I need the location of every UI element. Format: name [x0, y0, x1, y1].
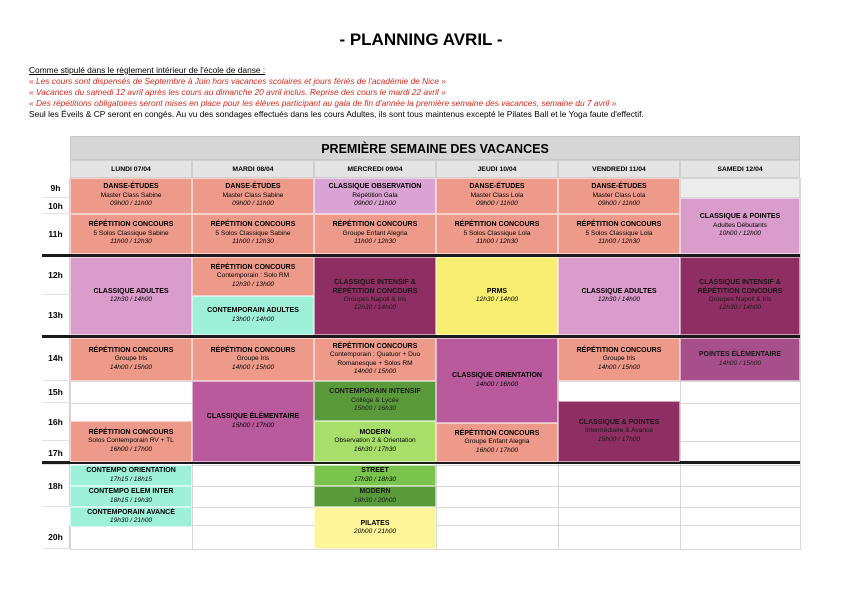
course-subtitle: Collège & Lycée — [351, 396, 399, 404]
notes-intro: Comme stipulé dans le règlement intérieur de l'école de danse : — [29, 65, 266, 75]
grid-line — [800, 178, 801, 550]
course-block — [70, 178, 192, 214]
course-block — [314, 214, 436, 254]
course-time: 11h00 / 12h30 — [232, 238, 274, 246]
course-block — [314, 381, 436, 421]
day-header: VENDREDI 11/04 — [558, 160, 680, 178]
course-title: CLASSIQUE ORIENTATION — [452, 372, 542, 380]
hour-label: 9h — [42, 178, 70, 198]
hour-label: 12h — [42, 255, 70, 295]
course-title: CLASSIQUE INTENSIF & RÉPÉTITION CONCOURS — [697, 279, 783, 295]
course-subtitle: Groupe Iris — [602, 355, 636, 363]
course-time: 12h30 / 14h00 — [353, 304, 397, 312]
day-header: MARDI 08/04 — [192, 160, 314, 178]
notes-last: Seul les Éveils & CP seront en congés. Au vu des sondages effectués dans les cours Adultes, ils sont tous maintenus excepté le Pilates Ball et le Yoga faute d'effectif. — [29, 109, 644, 120]
course-block — [436, 423, 558, 462]
course-time: 17h15 / 18h15 — [109, 475, 153, 483]
course-title: CONTEMPO ORIENTATION — [86, 467, 176, 475]
course-title: POINTES ÉLÉMENTAIRE — [698, 351, 782, 359]
course-title: CLASSIQUE & POINTES — [578, 418, 660, 426]
course-time: 11h00 / 12h30 — [598, 238, 640, 246]
day-header: MERCREDI 09/04 — [314, 160, 436, 178]
course-block — [314, 178, 436, 214]
course-time: 15h00 / 17h00 — [231, 421, 275, 429]
course-block — [436, 178, 558, 214]
course-title: DANSE-ÉTUDES — [103, 183, 159, 191]
course-subtitle: Groupe Iris — [114, 355, 148, 363]
course-title: RÉPÉTITION CONCOURS — [88, 221, 174, 229]
course-title: CONTEMPORAIN AVANCÉ — [87, 508, 175, 516]
course-block — [558, 401, 680, 462]
course-title: RÉPÉTITION CONCOURS — [210, 346, 296, 354]
course-time: 18h30 / 20h00 — [353, 496, 397, 504]
course-subtitle: Master Class Sabine — [222, 191, 284, 199]
course-time: 12h30 / 14h00 — [597, 296, 641, 303]
course-subtitle: Solos Contemporain RV + TL — [88, 437, 174, 445]
course-time: 11h00 / 12h30 — [110, 238, 152, 246]
notes-line: « Les cours sont dispensés de Septembre à Juin hors vacances scolaires et jours fériés de l'académie de Nice » — [29, 76, 446, 87]
course-title: RÉPÉTITION CONCOURS — [332, 342, 418, 350]
course-time: 14h00 / 16h00 — [475, 380, 519, 388]
day-header: LUNDI 07/04 — [70, 160, 192, 178]
course-subtitle: Master Class Sabine — [100, 191, 162, 199]
course-time: 16h30 / 17h30 — [353, 445, 397, 453]
course-time: 11h00 / 12h30 — [354, 238, 396, 246]
course-title: CLASSIQUE & POINTES — [699, 213, 781, 221]
course-title: CLASSIQUE ADULTES — [93, 287, 169, 295]
course-time: 14h00 / 15h00 — [597, 363, 641, 371]
course-title: DANSE-ÉTUDES — [225, 183, 281, 191]
course-time: 09h00 / 11h00 — [354, 200, 396, 208]
course-time: 18h15 / 19h30 — [109, 496, 153, 504]
course-block — [70, 465, 192, 486]
course-title: CLASSIQUE INTENSIF & RÉPÉTITION CONCOURS — [332, 279, 418, 295]
course-subtitle: Groupe Enfant Alegria — [464, 438, 530, 446]
course-title: CONTEMPO ELEM INTER — [88, 488, 174, 496]
day-header: JEUDI 10/04 — [436, 160, 558, 178]
course-block — [436, 257, 558, 335]
course-time: 13h00 / 14h00 — [231, 315, 275, 323]
course-block — [70, 486, 192, 507]
course-title: RÉPÉTITION CONCOURS — [454, 429, 540, 437]
course-title: RÉPÉTITION CONCOURS — [332, 221, 418, 229]
course-title: PRMS — [486, 287, 508, 295]
notes — [29, 65, 829, 120]
course-time: 12h30 / 14h00 — [109, 296, 153, 303]
course-block — [70, 214, 192, 254]
course-block — [192, 296, 314, 335]
course-time: 12h30 / 14h00 — [718, 304, 762, 312]
course-block — [314, 257, 436, 335]
page-title: - PLANNING AVRIL - — [339, 30, 503, 49]
day-header: SAMEDI 12/04 — [680, 160, 800, 178]
course-subtitle: Master Class Lola — [592, 191, 646, 199]
course-time: 09h00 / 11h00 — [598, 200, 640, 208]
course-block — [314, 507, 436, 549]
course-title: CLASSIQUE ADULTES — [581, 287, 657, 295]
course-time: 11h00 / 12h30 — [476, 238, 518, 246]
course-title: MODERN — [359, 428, 391, 436]
course-block — [314, 338, 436, 381]
course-title: DANSE-ÉTUDES — [469, 183, 525, 191]
course-time: 19h30 / 21h00 — [109, 517, 153, 524]
course-block — [558, 257, 680, 335]
course-time: 10h00 / 12h00 — [718, 230, 762, 238]
course-block — [192, 214, 314, 254]
course-title: CONTEMPORAIN INTENSIF — [329, 388, 421, 396]
course-subtitle: Observation 2 & Orientation — [334, 437, 416, 445]
course-title: PILATES — [360, 519, 390, 527]
course-title: RÉPÉTITION CONCOURS — [88, 346, 174, 354]
course-block — [436, 338, 558, 423]
course-subtitle: 5 Solos Classique Sabine — [93, 229, 169, 237]
course-time: 15h00 / 17h00 — [597, 435, 641, 443]
hour-label: 17h — [42, 441, 70, 465]
course-block — [192, 257, 314, 296]
hour-label: 20h — [42, 525, 70, 549]
course-time: 14h00 / 15h00 — [231, 363, 275, 371]
course-title: RÉPÉTITION CONCOURS — [454, 221, 540, 229]
course-subtitle: Groupe Enfant Alegria — [342, 229, 408, 237]
grid-line — [70, 549, 800, 550]
course-title: DANSE-ÉTUDES — [591, 183, 647, 191]
course-block — [314, 486, 436, 507]
course-block — [436, 214, 558, 254]
course-subtitle: Contemporain : Solo RM — [216, 272, 290, 280]
course-time: 16h00 / 17h00 — [475, 446, 519, 454]
notes-line: « Vacances du samedi 12 avril après les cours au dimanche 20 avril inclus. Reprise des cours le mardi 22 avril » — [29, 87, 446, 98]
course-block — [70, 338, 192, 381]
hour-label: 13h — [42, 295, 70, 336]
course-time: 14h00 / 15h00 — [718, 359, 762, 367]
course-time: 09h00 / 11h00 — [476, 200, 518, 208]
course-subtitle: Groupes Napoli & Iris — [708, 296, 772, 303]
course-title: MODERN — [359, 488, 391, 496]
course-block — [314, 421, 436, 462]
hour-label: 18h — [42, 465, 70, 507]
course-time: 16h00 / 17h00 — [109, 445, 153, 453]
course-time: 20h00 / 21h00 — [353, 528, 397, 535]
notes-line: « Des répétitions obligatoires seront mises en place pour les élèves participant au gala de fin d'année la première semaine des vacances, semaine du 7 avril » — [29, 98, 617, 109]
course-title: RÉPÉTITION CONCOURS — [210, 221, 296, 229]
course-block — [70, 507, 192, 527]
course-title: RÉPÉTITION CONCOURS — [210, 263, 296, 271]
course-subtitle: Adultes Débutants — [713, 221, 767, 229]
course-block — [192, 381, 314, 462]
course-time: 14h00 / 15h00 — [353, 367, 397, 375]
hour-label: 10h — [42, 198, 70, 214]
course-title: CLASSIQUE ÉLÉMENTAIRE — [206, 413, 300, 421]
week-banner: PREMIÈRE SEMAINE DES VACANCES — [70, 136, 800, 160]
hour-label: 14h — [42, 336, 70, 381]
course-block — [680, 257, 800, 335]
course-title: STREET — [361, 467, 389, 475]
course-time: 17h30 / 18h30 — [353, 475, 397, 483]
course-subtitle: Intermédiaire & Avancé — [584, 427, 654, 435]
course-subtitle: Groupe Iris — [236, 355, 270, 363]
course-subtitle: Répétition Gala — [352, 191, 398, 199]
course-subtitle: Contemporain : Quatuor + Duo Romanesque + Solos RM — [329, 351, 421, 367]
course-time: 09h00 / 11h00 — [232, 200, 274, 208]
course-time: 12h30 / 13h00 — [231, 280, 275, 288]
course-block — [558, 178, 680, 214]
hour-label: 16h — [42, 403, 70, 441]
empty-cell — [680, 178, 800, 198]
schedule-table — [42, 136, 800, 550]
course-block — [70, 421, 192, 462]
course-subtitle: Groupes Napoli & Iris — [343, 296, 407, 303]
course-block — [70, 257, 192, 335]
course-title: RÉPÉTITION CONCOURS — [576, 346, 662, 354]
course-time: 12h30 / 14h00 — [475, 296, 519, 303]
course-title: RÉPÉTITION CONCOURS — [576, 221, 662, 229]
course-title: CLASSIQUE OBSERVATION — [328, 183, 422, 191]
course-block — [680, 198, 800, 254]
course-block — [680, 338, 800, 381]
course-time: 09h00 / 11h00 — [110, 200, 152, 208]
course-block — [192, 178, 314, 214]
hour-label: 15h — [42, 381, 70, 403]
course-block — [314, 465, 436, 486]
course-block — [558, 214, 680, 254]
course-title: CONTEMPORAIN ADULTES — [207, 307, 299, 315]
course-time: 14h00 / 15h00 — [109, 363, 153, 371]
course-time: 15h00 / 16h30 — [353, 405, 397, 413]
course-subtitle: Master Class Lola — [470, 191, 524, 199]
course-subtitle: 5 Solos Classique Lola — [585, 229, 653, 237]
course-title: RÉPÉTITION CONCOURS — [88, 428, 174, 436]
course-subtitle: 5 Solos Classique Lola — [463, 229, 531, 237]
hour-label: 11h — [42, 214, 70, 255]
course-block — [558, 338, 680, 381]
course-block — [192, 338, 314, 381]
course-subtitle: 5 Solos Classique Sabine — [215, 229, 291, 237]
